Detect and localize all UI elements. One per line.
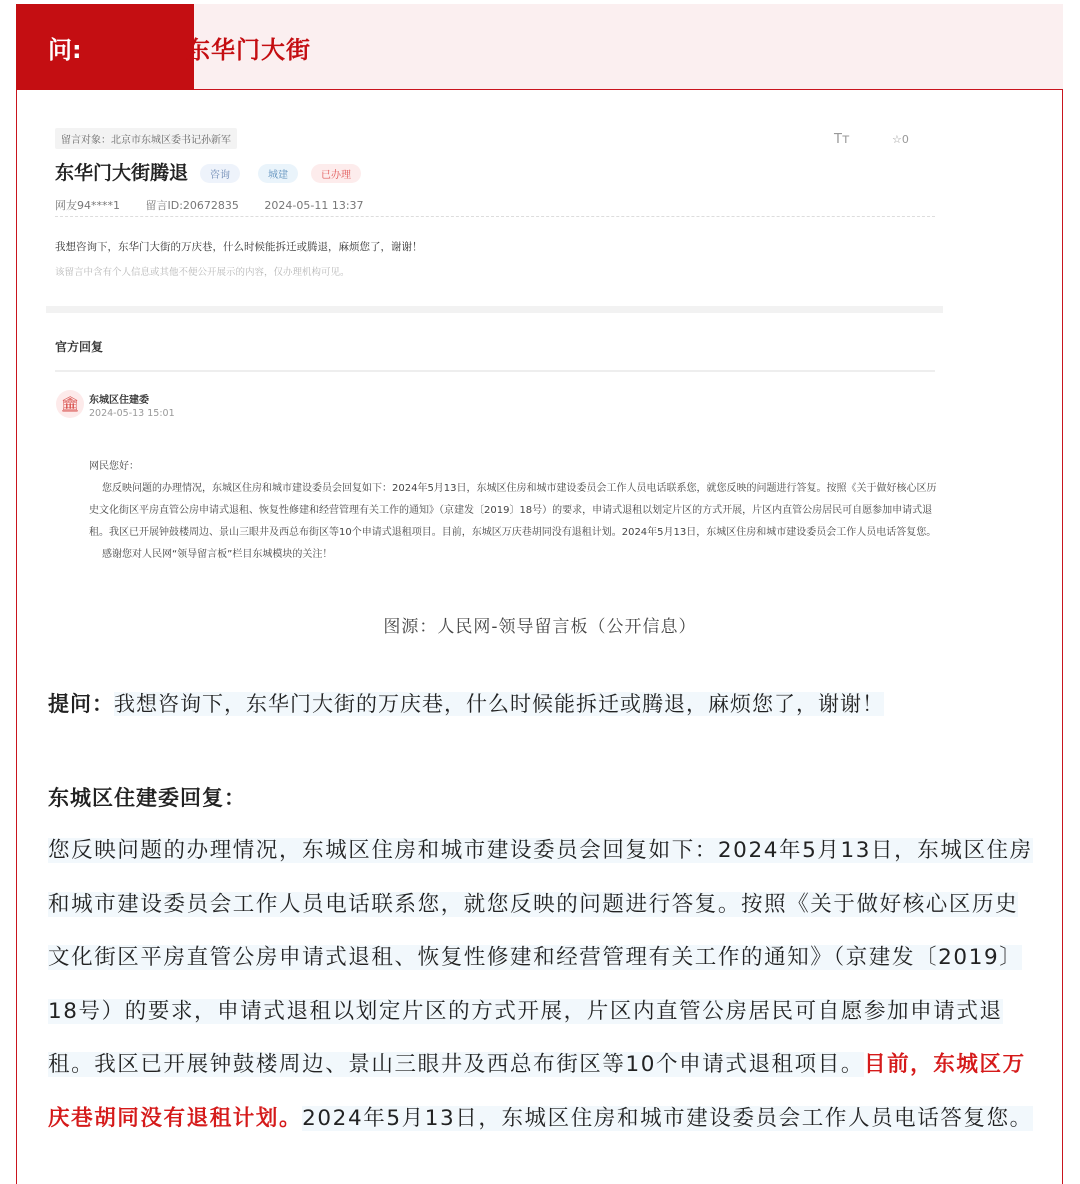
reply-text-main: 您反映问题的办理情况，东城区住房和城市建设委员会回复如下：2024年5月13日，东城区住房和城市建设委员会工作人员电话联系您，就您反映的问题进行答复。按照《关于做好核心区历史文化街区平房直管公房申请式退租、恢复性修建和经营管理有关工作的通知》（京建发〔2019〕18号）的要求，申请式退租以划定片区的方式开展，片区内直管公房居民可自愿参加申请式退租。我区已开展钟鼓楼周边、景山三眼井及西总布街区等10个申请式退租项目。 — [48, 838, 1033, 1077]
message-title: 东华门大街腾退 — [55, 162, 189, 184]
font-size-icon[interactable]: Tт — [834, 132, 850, 147]
question-label-block — [16, 4, 194, 90]
privacy-notice: 该留言中含有个人信息或其他不便公开展示的内容，仅办理机构可见。 — [55, 267, 350, 278]
message-target: 留言对象：北京市东城区委书记孙新军 — [55, 128, 237, 149]
message-id: 留言ID:20672835 — [145, 199, 239, 212]
reply-body: 您反映问题的办理情况，东城区住房和城市建设委员会回复如下：2024年5月13日，东城区住房和城市建设委员会工作人员电话联系您，就您反映的问题进行答复。按照《关于做好核心区历史文化街区平房直管公房申请式退租、恢复性修建和经营管理有关工作的通知》（京建发〔2019〕18号）的要求，申请式退租以划定片区的方式开展，片区内直管公房居民可自愿参加申请式退租。我区已开展钟鼓楼周边、景山三眼井及西总布街区等10个申请式退租项目。目前，东城区万庆巷胡同没有退租计划。2024年5月13日，东城区住房和城市建设委员会工作人员电话答复您。 — [89, 483, 937, 538]
reply-text-end: 2024年5月13日，东城区住房和城市建设委员会工作人员电话答复您。 — [302, 1105, 1033, 1131]
badge-urban-construction: 城建 — [258, 164, 298, 183]
section-separator — [46, 306, 943, 313]
message-body: 我想咨询下，东华门大街的万庆巷，什么时候能拆迁或腾退，麻烦您了，谢谢！ — [55, 241, 423, 253]
image-caption: 图源：人民网-领导留言板（公开信息） — [383, 617, 697, 637]
question-text: 我想咨询下，东华门大街的万庆巷，什么时候能拆迁或腾退，麻烦您了，谢谢！ — [114, 692, 884, 716]
reply-paragraph — [48, 824, 1038, 1145]
official-divider — [55, 370, 935, 372]
official-reply-content — [89, 456, 939, 566]
meta-divider — [55, 216, 935, 217]
reply-text-highlight: 目前，东城区万庆巷胡同没有退租计划。 — [48, 1052, 1026, 1131]
official-reply-heading: 官方回复 — [55, 340, 104, 354]
government-building-icon: 🏛 — [56, 390, 84, 418]
message-meta — [55, 197, 386, 213]
message-user: 网友94****1 — [55, 199, 120, 212]
question-label: 问: — [48, 36, 82, 64]
reply-org-date: 2024-05-13 15:01 — [89, 408, 175, 419]
message-time: 2024-05-11 13:37 — [264, 199, 364, 212]
reply-org-name: 东城区住建委 — [89, 395, 149, 406]
message-board-screenshot — [46, 118, 946, 598]
badge-consult: 咨询 — [200, 164, 240, 183]
question-title: 东华门大街 — [186, 36, 311, 64]
question-lead: 提问： — [48, 692, 114, 716]
badge-handled: 已办理 — [311, 164, 361, 183]
favorite-star-icon[interactable]: ☆0 — [892, 133, 909, 146]
reply-greeting: 网民您好： — [89, 461, 139, 472]
reply-thanks: 感谢您对人民网“领导留言板”栏目东城模块的关注！ — [102, 549, 333, 560]
question-summary — [48, 688, 884, 718]
reply-heading: 东城区住建委回复： — [48, 786, 246, 810]
